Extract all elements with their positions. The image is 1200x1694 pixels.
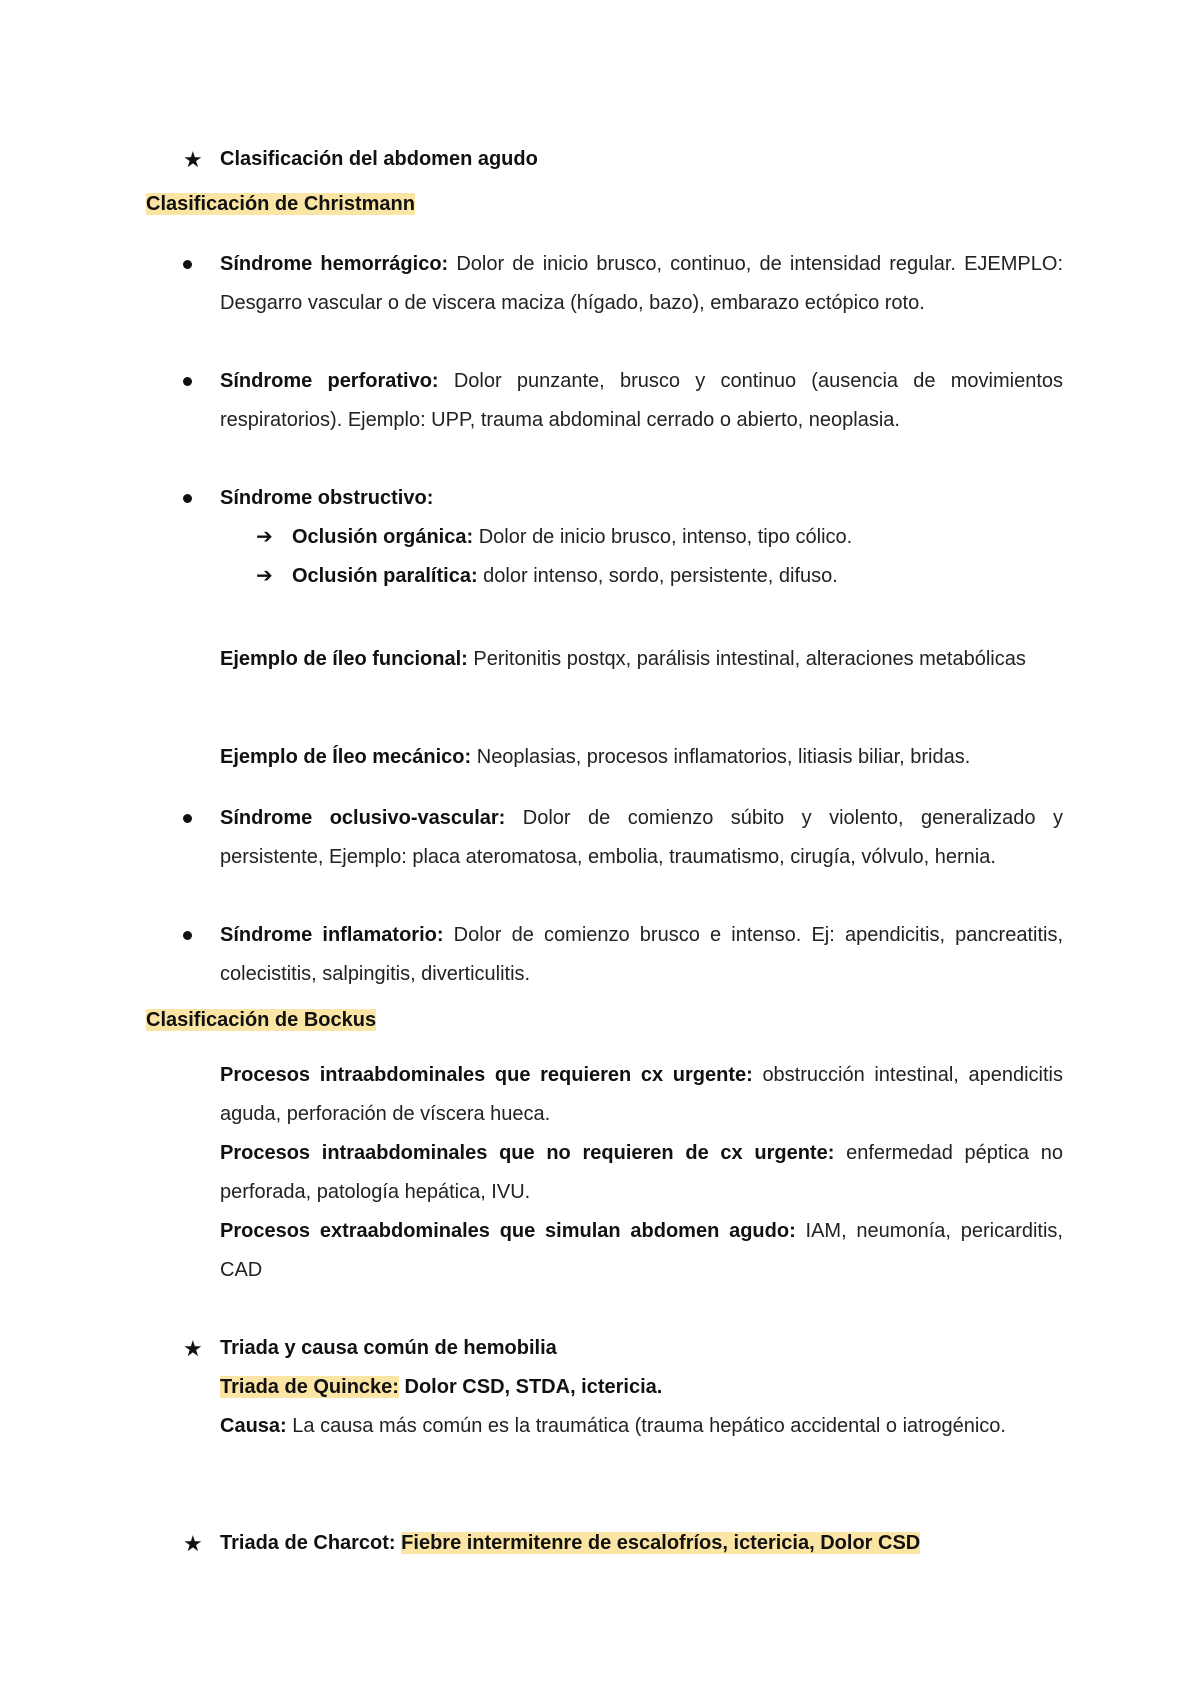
list-item-text — [220, 916, 1063, 994]
section-title-christmann — [146, 190, 415, 218]
bullet-icon — [183, 260, 192, 269]
section-title-text: Clasificación de Christmann — [146, 193, 415, 215]
item-label: Síndrome obstructivo: — [220, 487, 434, 509]
paragraph-label: Procesos intraabdominales que no requieren de cx urgente: — [220, 1142, 835, 1164]
paragraph-body: IAM, neumonía, pericarditis, CAD — [220, 1220, 1063, 1281]
paragraph-ileo-mecanico — [220, 738, 1063, 777]
paragraph-body: Neoplasias, procesos inflamatorios, litiasis biliar, bridas. — [471, 746, 971, 768]
item-body: dolor intenso, sordo, persistente, difuso. — [477, 565, 838, 587]
list-item-hemorragico — [183, 245, 1063, 362]
paragraph-ileo-funcional — [220, 640, 1063, 679]
section-title-bockus — [146, 1006, 376, 1034]
heading-text: Clasificación del abdomen agudo — [220, 148, 538, 170]
item-label: Síndrome hemorrágico: — [220, 253, 449, 275]
bullet-icon — [183, 931, 192, 940]
list-item-perforativo — [183, 362, 1063, 479]
paragraph-bockus-1 — [220, 1056, 1063, 1134]
paragraph-body: Peritonitis postqx, parálisis intestinal, alteraciones metabólicas — [467, 648, 1026, 670]
list-item-text — [220, 479, 1063, 518]
triada-quincke — [220, 1368, 1063, 1407]
list-item-text — [220, 799, 1063, 877]
paragraph-bockus-2 — [220, 1134, 1063, 1212]
item-label: Síndrome perforativo: — [220, 370, 439, 392]
paragraph-label: Causa: — [220, 1415, 287, 1437]
item-body: Dolor de inicio brusco, continuo, de intensidad regular. EJEMPLO: Desgarro vascular o de viscera maciza (hígado, bazo), embarazo ectópico roto. — [220, 253, 1063, 314]
star-icon: ★ — [183, 147, 203, 172]
list-item-inflamatorio — [183, 916, 1063, 994]
paragraph-label: Ejemplo de íleo funcional: — [220, 648, 468, 670]
paragraph-label: Procesos extraabdominales que simulan abdomen agudo: — [220, 1220, 796, 1242]
paragraph-label: Ejemplo de Íleo mecánico: — [220, 746, 472, 768]
arrow-right-icon: ➔ — [256, 565, 273, 587]
item-label: Oclusión orgánica: — [292, 526, 474, 548]
list-item-oclusivo-vascular — [183, 799, 1063, 916]
item-body: Dolor de comienzo súbito y violento, generalizado y persistente, Ejemplo: placa ateromatosa, embolia, traumatismo, cirugía, vólvulo, hernia. — [220, 807, 1064, 868]
item-body: Dolor de inicio brusco, intenso, tipo cólico. — [473, 526, 853, 548]
item-label: Oclusión paralítica: — [292, 565, 478, 587]
section-title-text: Clasificación de Bockus — [146, 1009, 377, 1031]
arrow-right-icon: ➔ — [256, 526, 273, 548]
quincke-text: Dolor CSD, STDA, ictericia. — [398, 1376, 663, 1398]
list-item-text — [220, 362, 1063, 440]
paragraph-causa — [220, 1407, 1063, 1446]
star-icon: ★ — [183, 1336, 203, 1361]
bullet-icon — [183, 494, 192, 503]
paragraph-body: enfermedad péptica no perforada, patología hepática, IVU. — [220, 1142, 1063, 1203]
charcot-text: Fiebre intermitenre de escalofríos, ictericia, Dolor CSD — [401, 1532, 921, 1554]
quincke-label: Triada de Quincke: — [220, 1376, 399, 1398]
heading-text — [220, 1524, 1063, 1563]
charcot-label: Triada de Charcot: — [220, 1532, 396, 1554]
item-label: Síndrome inflamatorio: — [220, 924, 444, 946]
list-item-obstructivo — [183, 479, 1063, 518]
item-label: Síndrome oclusivo-vascular: — [220, 807, 506, 829]
star-icon: ★ — [183, 1531, 203, 1556]
sublist-item-text — [292, 518, 1063, 557]
list-item-text — [220, 245, 1063, 323]
paragraph-bockus-3 — [220, 1212, 1063, 1290]
sublist-item-text — [292, 557, 1063, 596]
paragraph-body: La causa más común es la traumática (trauma hepático accidental o iatrogénico. — [286, 1415, 1006, 1437]
heading-text: Triada y causa común de hemobilia — [220, 1337, 557, 1359]
item-body: Dolor de comienzo brusco e intenso. Ej: apendicitis, pancreatitis, colecistitis, salpingitis, diverticulitis. — [220, 924, 1064, 985]
paragraph-body: obstrucción intestinal, apendicitis aguda, perforación de víscera hueca. — [220, 1064, 1063, 1125]
paragraph-label: Procesos intraabdominales que requieren cx urgente: — [220, 1064, 753, 1086]
bullet-icon — [183, 814, 192, 823]
bullet-icon — [183, 377, 192, 386]
item-body: Dolor punzante, brusco y continuo (ausencia de movimientos respiratorios). Ejemplo: UPP, trauma abdominal cerrado o abierto, neoplasia. — [220, 370, 1064, 431]
